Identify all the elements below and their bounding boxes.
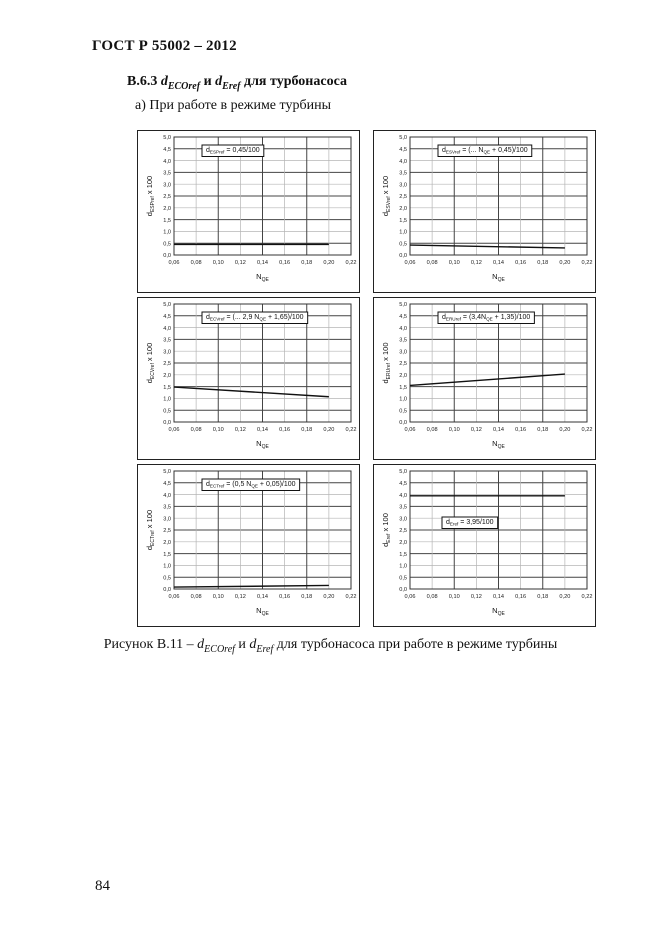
chart-svg-2	[374, 131, 597, 294]
x-tick-label: 0,08	[190, 594, 202, 600]
x-tick-label: 0,16	[279, 260, 291, 266]
x-tick-label: 0,20	[559, 427, 571, 433]
formula-label	[438, 312, 534, 324]
x-tick-label: 0,12	[470, 594, 482, 600]
x-tick-label: 0,08	[426, 594, 438, 600]
y-tick-label: 1,0	[163, 563, 171, 570]
y-tick-label: 1,0	[163, 229, 171, 236]
y-axis-label: $d_{ECTref}$ x 100	[145, 509, 156, 551]
formula-label	[438, 145, 532, 157]
y-tick-label: 4,0	[163, 325, 171, 332]
x-tick-label: 0,08	[190, 427, 202, 433]
chart-panel-2	[373, 130, 596, 293]
x-tick-label: 0,12	[234, 594, 246, 600]
x-axis-label: $N_{QE}$	[256, 606, 269, 617]
x-tick-label: 0,16	[279, 594, 291, 600]
formula-label	[442, 517, 498, 529]
y-tick-label: 2,0	[163, 373, 171, 379]
x-axis-label: $N_{QE}$	[256, 272, 269, 283]
chart-svg-3	[138, 298, 361, 461]
x-tick-label: 0,10	[448, 594, 460, 600]
y-tick-label: 3,0	[163, 516, 171, 523]
y-tick-label: 0,0	[399, 420, 407, 427]
formula-label	[202, 145, 264, 157]
y-tick-label: 4,0	[399, 325, 407, 332]
x-tick-label: 0,10	[448, 260, 460, 266]
y-tick-label: 4,5	[399, 147, 407, 153]
y-tick-label: 0,5	[163, 241, 171, 248]
x-tick-label: 0,06	[404, 427, 416, 433]
x-tick-label: 0,22	[345, 260, 357, 266]
x-tick-label: 0,22	[345, 427, 357, 433]
y-tick-label: 0,5	[399, 575, 407, 582]
x-tick-label: 0,08	[190, 260, 202, 266]
y-tick-label: 4,0	[163, 158, 171, 165]
y-tick-label: 3,0	[399, 516, 407, 523]
y-tick-label: 1,5	[399, 384, 407, 391]
x-tick-label: 0,10	[212, 260, 224, 266]
chart-svg-4	[374, 298, 597, 461]
x-tick-label: 0,06	[168, 260, 180, 266]
y-tick-label: 1,0	[399, 563, 407, 570]
x-tick-label: 0,14	[257, 260, 268, 266]
y-axis-label: $d_{ESPref}$ x 100	[145, 175, 156, 217]
y-tick-label: 3,0	[163, 182, 171, 189]
chart-panel-5	[137, 464, 360, 627]
y-tick-label: 2,0	[163, 540, 171, 546]
y-tick-label: 4,5	[163, 314, 171, 320]
page-number: 84	[95, 878, 110, 894]
formula-text: $d_{Eref} = 3,95/100$	[446, 519, 494, 527]
y-tick-label: 1,5	[163, 551, 171, 558]
y-tick-label: 3,5	[399, 170, 407, 177]
section-symbol-2: $d_{Eref}$	[215, 74, 241, 92]
x-tick-label: 0,06	[404, 594, 416, 600]
y-tick-label: 4,5	[399, 481, 407, 487]
y-tick-label: 3,5	[399, 337, 407, 344]
x-tick-label: 0,10	[212, 594, 224, 600]
x-tick-label: 0,06	[168, 427, 180, 433]
x-tick-label: 0,10	[212, 427, 224, 433]
y-tick-label: 1,5	[163, 384, 171, 391]
y-tick-label: 3,5	[163, 504, 171, 511]
x-tick-label: 0,06	[168, 594, 180, 600]
x-tick-label: 0,08	[426, 260, 438, 266]
x-tick-label: 0,14	[257, 427, 268, 433]
y-tick-label: 2,0	[399, 540, 407, 546]
x-tick-label: 0,06	[404, 260, 416, 266]
x-tick-label: 0,14	[493, 260, 504, 266]
standard-header: ГОСТ Р 55002 – 2012	[92, 38, 237, 54]
x-axis-label: $N_{QE}$	[256, 439, 269, 450]
formula-text: $d_{ERUref} = (3,4N_{QE} + 1,35)/100$	[442, 314, 531, 322]
y-tick-label: 3,0	[399, 349, 407, 356]
y-tick-label: 5,0	[399, 469, 407, 476]
x-tick-label: 0,14	[493, 427, 504, 433]
formula-text: $d_{ECTref} = (0,5$ $N_{QE} + 0,05)/100$	[206, 481, 296, 489]
y-axis-label: $d_{ESVref}$ x 100	[381, 175, 392, 217]
y-tick-label: 2,0	[163, 206, 171, 212]
y-tick-label: 3,5	[163, 170, 171, 177]
x-tick-label: 0,20	[559, 260, 571, 266]
x-tick-label: 0,20	[323, 594, 335, 600]
x-tick-label: 0,12	[234, 427, 246, 433]
chart-panel-6	[373, 464, 596, 627]
x-axis-label: $N_{QE}$	[492, 606, 505, 617]
y-tick-label: 1,5	[163, 217, 171, 224]
series-line	[174, 585, 329, 587]
x-tick-label: 0,22	[345, 594, 357, 600]
y-tick-label: 3,5	[163, 337, 171, 344]
x-tick-label: 0,12	[470, 260, 482, 266]
y-tick-label: 1,5	[399, 217, 407, 224]
y-tick-label: 4,5	[399, 314, 407, 320]
x-tick-label: 0,14	[257, 594, 268, 600]
formula-label	[202, 312, 308, 324]
chart-panel-1	[137, 130, 360, 293]
y-tick-label: 5,0	[399, 135, 407, 142]
y-tick-label: 2,0	[399, 206, 407, 212]
x-axis-label: $N_{QE}$	[492, 272, 505, 283]
y-tick-label: 4,0	[163, 492, 171, 499]
x-tick-label: 0,22	[581, 594, 593, 600]
x-tick-label: 0,12	[234, 260, 246, 266]
x-tick-label: 0,20	[559, 594, 571, 600]
y-tick-label: 1,0	[163, 396, 171, 403]
x-tick-label: 0,10	[448, 427, 460, 433]
x-tick-label: 0,18	[301, 260, 313, 266]
y-tick-label: 1,0	[399, 396, 407, 403]
x-tick-label: 0,18	[537, 427, 549, 433]
formula-text: $d_{ESPref} = 0,45/100$	[206, 147, 260, 155]
x-tick-label: 0,14	[493, 594, 504, 600]
y-tick-label: 2,5	[399, 361, 407, 368]
y-tick-label: 1,0	[399, 229, 407, 236]
x-tick-label: 0,18	[537, 594, 549, 600]
y-tick-label: 0,0	[399, 587, 407, 594]
formula-text: $d_{ESVref}$ = (... $N_{QE} + 0,45)/100$	[442, 147, 528, 155]
x-tick-label: 0,20	[323, 427, 335, 433]
chart-svg-5	[138, 465, 361, 628]
y-tick-label: 0,5	[399, 408, 407, 415]
y-tick-label: 5,0	[163, 135, 171, 142]
y-tick-label: 2,5	[163, 361, 171, 368]
x-tick-label: 0,18	[537, 260, 549, 266]
chart-panel-4	[373, 297, 596, 460]
x-tick-label: 0,08	[426, 427, 438, 433]
x-tick-label: 0,12	[470, 427, 482, 433]
formula-text: $d_{ECVref}$ = (... 2,9 $N_{QE} + 1,65)/100$	[206, 314, 304, 322]
y-tick-label: 5,0	[163, 469, 171, 476]
y-tick-label: 4,0	[399, 492, 407, 499]
series-line	[410, 374, 565, 385]
y-tick-label: 2,5	[399, 194, 407, 201]
y-tick-label: 0,0	[163, 587, 171, 594]
y-tick-label: 1,5	[399, 551, 407, 558]
x-tick-label: 0,16	[515, 594, 527, 600]
chart-svg-1	[138, 131, 361, 294]
y-tick-label: 5,0	[399, 302, 407, 309]
y-tick-label: 4,5	[163, 481, 171, 487]
x-axis-label: $N_{QE}$	[492, 439, 505, 450]
y-tick-label: 2,5	[163, 194, 171, 201]
y-tick-label: 2,5	[399, 528, 407, 535]
x-tick-label: 0,20	[323, 260, 335, 266]
figure-caption: Рисунок $В.11 - d_{ECOref}$ и $d_{Eref}$ для турбонасоса при работе в режиме турбины	[103, 637, 558, 655]
y-axis-label: $d_{Eref}$ x 100	[381, 513, 392, 547]
x-tick-label: 0,16	[515, 260, 527, 266]
x-tick-label: 0,16	[515, 427, 527, 433]
chart-svg-6	[374, 465, 597, 628]
y-tick-label: 0,0	[163, 253, 171, 260]
x-tick-label: 0,22	[581, 427, 593, 433]
y-tick-label: 2,0	[399, 373, 407, 379]
x-tick-label: 0,18	[301, 594, 313, 600]
x-tick-label: 0,18	[301, 427, 313, 433]
y-axis-label: $d_{ECVref}$ x 100	[145, 342, 156, 384]
y-tick-label: 3,0	[399, 182, 407, 189]
section-number: В.6.3	[127, 74, 158, 89]
y-tick-label: 0,0	[163, 420, 171, 427]
y-tick-label: 4,5	[163, 147, 171, 153]
section-symbol-1: $d_{ECOref}$	[160, 74, 201, 92]
y-axis-label: $d_{ERUref}$ x 100	[381, 342, 392, 384]
y-tick-label: 0,5	[163, 575, 171, 582]
y-tick-label: 5,0	[163, 302, 171, 309]
y-tick-label: 0,0	[399, 253, 407, 260]
section-heading: В.6.3 $d_{ECOref}$ и $d_{Eref}$ для турбонасоса	[127, 74, 347, 92]
series-line	[174, 387, 329, 397]
y-tick-label: 3,0	[163, 349, 171, 356]
y-tick-label: 3,5	[399, 504, 407, 511]
y-tick-label: 4,0	[399, 158, 407, 165]
series-line	[410, 245, 565, 248]
y-tick-label: 0,5	[163, 408, 171, 415]
x-tick-label: 0,22	[581, 260, 593, 266]
chart-panel-3	[137, 297, 360, 460]
y-tick-label: 0,5	[399, 241, 407, 248]
formula-label	[202, 479, 300, 491]
subsection-heading: а) При работе в режиме турбины	[135, 98, 331, 113]
y-tick-label: 2,5	[163, 528, 171, 535]
x-tick-label: 0,16	[279, 427, 291, 433]
